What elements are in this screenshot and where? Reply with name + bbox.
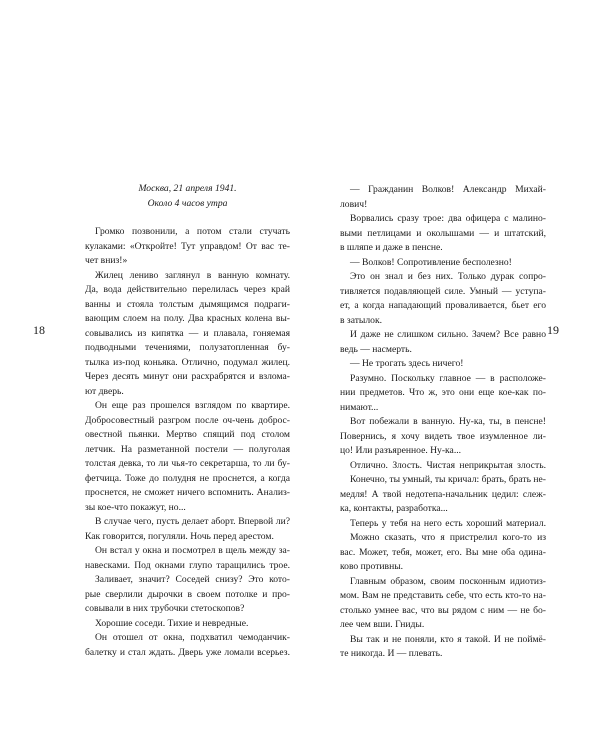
- text-line: Через десять минут они расхрабрятся и взлома-: [85, 371, 290, 382]
- text-line: Жилец лениво заглянул в ванную комнату.: [95, 269, 290, 281]
- text-line: тивляется подавляющей силе. Умный — уступа-: [340, 285, 546, 297]
- text-line: Громко позвонили, а потом стали стучать: [95, 226, 290, 237]
- text-line: Добросовестный разгром после оч-чень доброс-: [85, 414, 290, 426]
- text-line: ка, контакты, разработка...: [340, 503, 448, 514]
- text-line: ково противны.: [340, 561, 404, 572]
- text-line: ведь — насмерть.: [340, 343, 412, 355]
- text-line: — Гражданин Волков! Александр Михай-: [350, 184, 546, 195]
- text-line: вас. Может, тебя, может, его. Вы мне оба одина-: [340, 546, 546, 558]
- text-line: Заливает, значит? Соседей снизу? Это кото-: [95, 574, 290, 585]
- text-line: медля! А твой недотепа-начальник цедил: слеж-: [340, 488, 546, 500]
- text-line: те никогда. И — плевать.: [340, 648, 443, 659]
- text-line: И даже не слишком сильно. Зачем? Все равно: [350, 329, 546, 340]
- text-line: Главным образом, своим посконным идиотиз-: [350, 575, 546, 587]
- text-line: Он встал у окна и посмотрел в щель между за-: [95, 545, 290, 556]
- chapter-heading: [85, 182, 290, 211]
- text-line: чет вниз!»: [85, 255, 128, 266]
- text-line: толстая девка, то ли чья-то секретарша, то ли бу-: [85, 458, 290, 469]
- text-line: Он еще раз прошелся взглядом по квартире.: [95, 400, 290, 411]
- left-paragraphs: [85, 225, 290, 660]
- left-page-number: 18: [33, 323, 45, 337]
- text-line: Разумно. Поскольку главное — в расположе-: [350, 372, 546, 384]
- text-line: Конечно, ты умный, ты кричал: брать, брать не-: [350, 474, 546, 485]
- text-line: Вы так и не поняли, кто я такой. И не поймё-: [350, 633, 546, 645]
- text-line: совывали в них трубочки стетоскопов?: [85, 603, 245, 614]
- text-line: Можно сказать, что я пристрелил кого-то из: [350, 532, 546, 543]
- text-line: лович!: [340, 198, 368, 210]
- heading-place-date: Москва, 21 апреля 1941.: [138, 183, 237, 194]
- text-line: мом. Вам не представить себе, что есть кто-то на-: [340, 590, 546, 601]
- text-line: овестной пьянки. Мертво спящий под столом: [85, 429, 290, 440]
- text-line: ют дверь.: [85, 385, 124, 397]
- text-line: Хорошие соседи. Тихие и невредные.: [95, 617, 249, 629]
- text-line: лее чем вши. Гниды.: [340, 619, 425, 630]
- heading-time: Около 4 часов утра: [147, 197, 228, 209]
- text-line: выми петлицами и околышами — и штатский,: [340, 227, 546, 239]
- right-paragraphs: [340, 183, 546, 662]
- text-line: В случае чего, пусть делает аборт. Впервой ли?: [95, 516, 290, 527]
- text-line: — Не трогать здесь ничего!: [350, 358, 464, 369]
- text-line: Ворвались сразу трое: два офицера с малино-: [350, 213, 546, 224]
- text-line: в шляпе и даже в пенсне.: [340, 242, 443, 253]
- right-page-number: 19: [547, 323, 559, 337]
- text-line: нимают...: [340, 401, 379, 413]
- text-line: навесками. Под окнами глупо таращились трое.: [85, 559, 290, 571]
- right-page-text: [340, 183, 546, 662]
- text-line: вающим слоем на полу. Два красных колена вы-: [85, 313, 290, 324]
- text-line: Это он знал и без них. Только дурак сопро-: [350, 271, 546, 282]
- text-line: подводными течениями, полузатопленная бу-: [85, 342, 290, 353]
- text-line: — Волков! Сопротивление бесполезно!: [350, 256, 512, 268]
- text-line: ванны и стояла толстым дымящимся подраги-: [85, 298, 290, 310]
- text-line: проснется, не сможет ничего вспомнить. Анализ-: [85, 487, 290, 498]
- text-line: Как говорится, погуляли. Ночь перед арестом.: [85, 530, 274, 542]
- text-line: нии предметов. Что ж, это они еще кое-как по-: [340, 387, 546, 398]
- text-line: рые сверлили дырочки в своем потолке и про-: [85, 588, 290, 600]
- text-line: столько умнее вас, что вы рядом с ним — не бо-: [340, 604, 546, 616]
- text-line: Вот побежали в ванную. Ну-ка, ты, в пенсне!: [350, 416, 546, 427]
- text-line: цо! Или разъяренное. Ну-ка...: [340, 445, 462, 456]
- text-line: Повернись, я хочу видеть твое изумленное ли-: [340, 430, 546, 442]
- text-line: Он отошел от окна, подхватил чемоданчик-: [95, 632, 290, 643]
- text-line: Теперь у тебя на него есть хороший материал.: [350, 517, 546, 529]
- text-line: ет, а когда нападающий проваливается, бьет его: [340, 300, 546, 311]
- text-line: кулаками: «Откройте! Тут управдом! От вас те-: [85, 240, 290, 252]
- text-line: летчик. На разметанной постели — полуголая: [85, 443, 290, 455]
- text-line: фетчица. Тоже до полудня не проснется, а когда: [85, 472, 290, 484]
- text-line: тылка из-под коньяка. Отлично, подумал жилец.: [85, 356, 290, 368]
- text-line: в затылок.: [340, 314, 383, 326]
- text-line: зы кое-что покажут, но...: [85, 501, 186, 513]
- text-line: балетку и стал ждать. Дверь уже ломали всерьез.: [85, 646, 290, 658]
- left-page-text: [85, 182, 290, 660]
- text-line: Отлично. Злость. Чистая неприкрытая злость.: [350, 459, 546, 471]
- text-line: совывались из кипятка — и плавала, гоняемая: [85, 327, 290, 339]
- text-line: Да, вода действительно перелилась через край: [85, 284, 290, 295]
